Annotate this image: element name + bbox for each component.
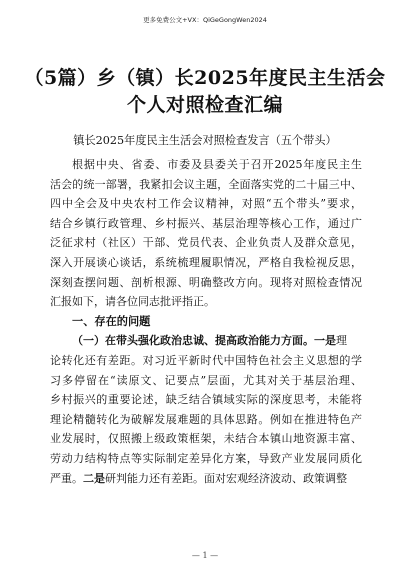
paragraph-line: 劳动力结构特点等实际制定差异化方案，导致产业发展同质化 [50,451,362,465]
subsection-heading-line [50,331,362,351]
point-label: 一是 [314,334,336,348]
point-label: 二是 [83,471,105,485]
intro-line: 四中全会及中央农村工作会议精神，对照“五个带头”要求， [50,197,362,211]
document-body [50,155,362,488]
point-text: 理 [336,334,347,348]
document-title-line-1: （5篇）乡（镇）长2025年度民主生活会 [24,67,386,89]
intro-line: 根据中央、省委、市委及县委关于召开2025年度民主生 [72,158,362,171]
intro-line: 活会的统一部署，我紧扣会议主题，全面落实党的二十届三中、 [50,177,362,191]
text-run: 研判能力还有差距。面对宏观经济波动、政策调整 [105,471,347,485]
document-title-line-2: 个人对照检查汇编 [126,94,283,116]
intro-line: 结合乡镇行政管理、乡村振兴、基层治理等核心工作，通过广 [50,216,362,230]
subsection-heading: （一）在带头强化政治忠诚、提高政治能力方面。 [72,334,314,348]
paragraph-line: 乡村振兴的重要论述，缺乏结合镇域实际的深度思考，未能将 [50,393,362,407]
paragraph-line [50,469,362,489]
text-run: 严重。 [50,471,83,485]
paragraph-line: 习多停留在“读原文、记要点”层面，尤其对关于基层治理、 [50,373,362,387]
paragraph-line: 理论精髓转化为破解发展难题的具体思路。例如在推进特色产 [50,412,362,426]
section-heading: 一、存在的问题 [72,314,151,328]
intro-line: 汇报如下，请各位同志批评指正。 [50,295,215,309]
intro-line: 深刻查摆问题、剖析根源、明确整改方向。现将对照检查情况 [50,275,362,289]
document-subtitle: 镇长2025年度民主生活会对照检查发言（五个带头） [73,134,337,147]
paragraph-line: 业发展时，仅照搬上级政策框架，未结合本镇山地资源丰富、 [50,432,362,446]
intro-line: 泛征求村（社区）干部、党员代表、企业负责人及群众意见， [50,236,362,250]
paragraph-line: 论转化还有差距。对习近平新时代中国特色社会主义思想的学 [50,353,362,367]
intro-line: 深入开展谈心谈话，系统梳理履职情况，严格自我检视反思， [50,255,362,269]
page-number: — 1 — [191,551,219,560]
header-note: 更多免费公文+VX：QiGeGongWen2024 [143,16,267,24]
